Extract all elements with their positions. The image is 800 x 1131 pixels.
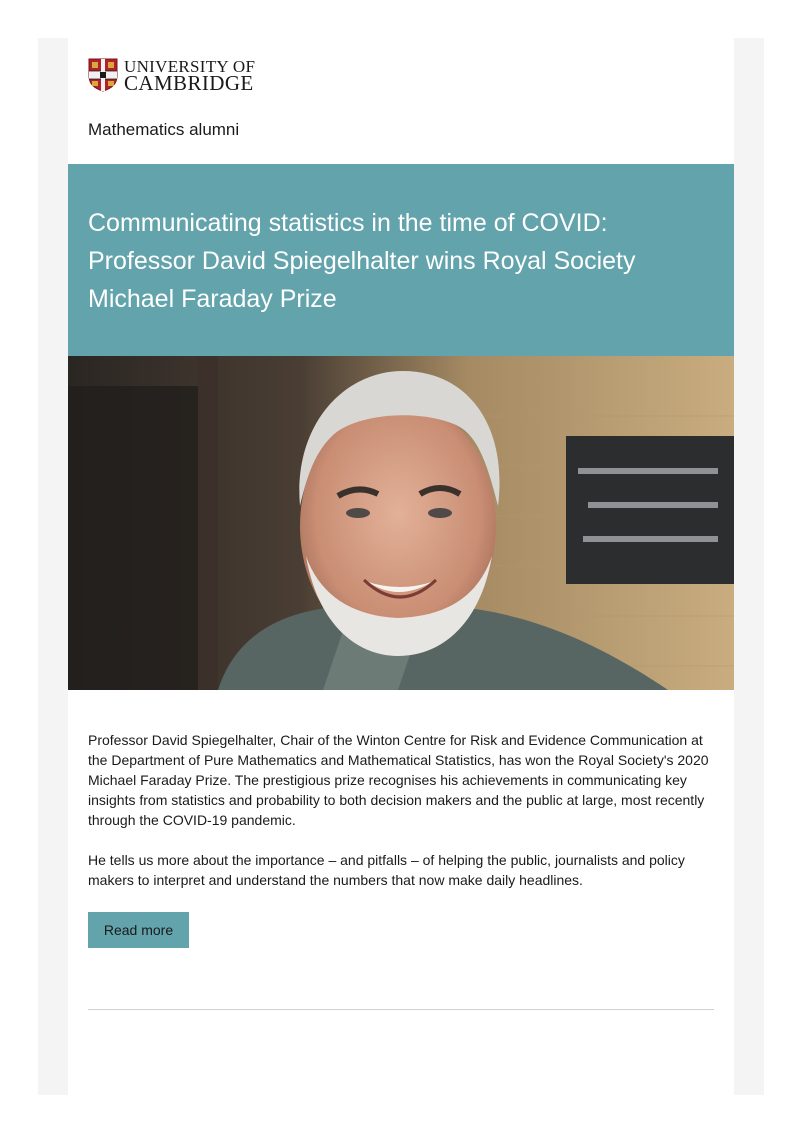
newsletter-subtitle: Mathematics alumni: [88, 120, 240, 139]
section-divider: [88, 1009, 714, 1010]
hero-banner: [68, 164, 734, 356]
email-card: [68, 38, 734, 1095]
logo-line-cambridge: CAMBRIDGE: [124, 71, 254, 95]
cambridge-shield-icon: [88, 58, 118, 92]
article-paragraph-1: Professor David Spiegelhalter, Chair of the Winton Centre for Risk and Evidence Communication at the Department of Pure Mathematics and Mathematical Statistics, has won the Royal Society's 2020 Michael Faraday Prize. The prestigious prize recognises his achievements in communicating key insights from statistics and probability to both decision makers and the public at large, most recently through the COVID-19 pandemic.: [88, 732, 709, 828]
article-headline: Communicating statistics in the time of COVID: Professor David Spiegelhalter wins Royal Society Michael Faraday Prize: [88, 209, 636, 313]
logo-line-university: UNIVERSITY OF: [124, 57, 256, 76]
article-paragraph-2: He tells us more about the importance – and pitfalls – of helping the public, journalists and policy makers to interpret and understand the numbers that now make daily headlines.: [88, 852, 685, 888]
university-logo[interactable]: [88, 57, 256, 95]
read-more-button[interactable]: Read more: [88, 912, 189, 948]
article-photo[interactable]: [68, 356, 734, 690]
article-body: [88, 730, 716, 910]
